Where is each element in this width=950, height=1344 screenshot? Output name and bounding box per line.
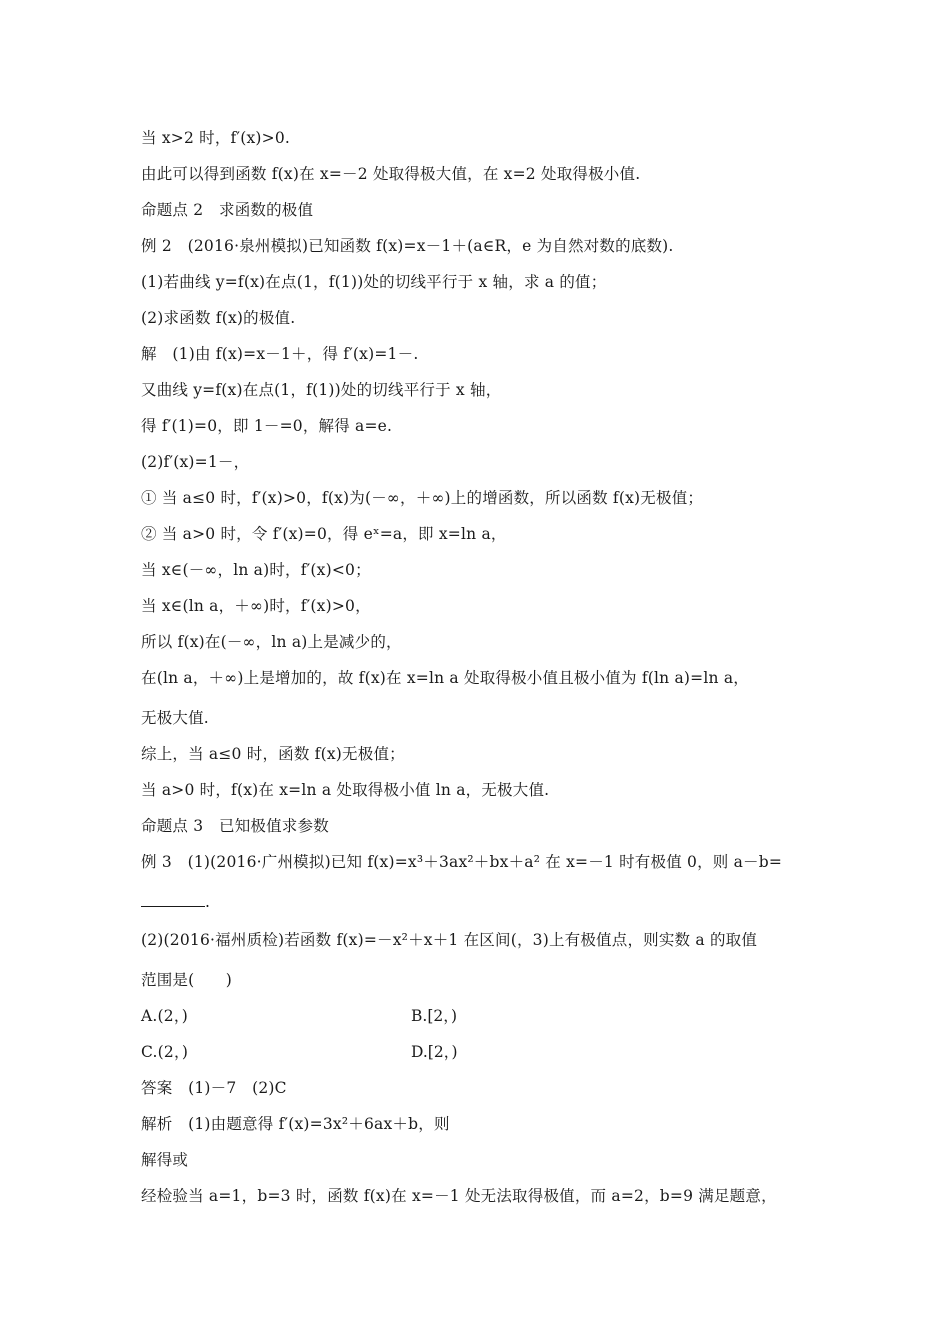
- answer-blank: [141, 892, 205, 907]
- text-line: 得 f′(1)=0，即 1－=0，解得 a=e.: [141, 417, 393, 435]
- text-line: 由此可以得到函数 f(x)在 x=－2 处取得极大值，在 x=2 处取得极小值.: [141, 165, 641, 183]
- option-a: A.(2，): [141, 1007, 189, 1025]
- analysis-line: 解析 (1)由题意得 f′(x)=3x²＋6ax＋b，则: [141, 1115, 450, 1133]
- text-line: 当 x>2 时，f′(x)>0.: [141, 129, 291, 147]
- text-line: 当 a>0 时，f(x)在 x=ln a 处取得极小值 ln a，无极大值.: [141, 781, 550, 799]
- text-line: 解得或: [141, 1151, 189, 1169]
- example-title: 例 3 (1)(2016·广州模拟)已知 f(x)=x³＋3ax²＋bx＋a² 在 x=－1 时有极值 0，则 a－b=: [141, 853, 783, 871]
- option-b: B.[2，): [411, 1007, 458, 1025]
- text-line: 当 x∈(－∞，ln a)时，f′(x)<0；: [141, 561, 371, 579]
- text-line: 当 x∈(ln a，＋∞)时，f′(x)>0，: [141, 597, 371, 615]
- text-line: (2)(2016·福州质检)若函数 f(x)=－x²＋x＋1 在区间(，3)上有极值点，则实数 a 的取值: [141, 931, 758, 949]
- text-line: (2)求函数 f(x)的极值.: [141, 309, 296, 327]
- solution-line: 解 (1)由 f(x)=x－1＋，得 f′(x)=1－.: [141, 345, 419, 363]
- text-line: 在(ln a，＋∞)上是增加的，故 f(x)在 x=ln a 处取得极小值且极小值为 f(ln a)=ln a，: [141, 669, 749, 687]
- blank-period: .: [205, 893, 211, 911]
- text-line: (1)若曲线 y=f(x)在点(1，f(1))处的切线平行于 x 轴，求 a 的值；: [141, 273, 607, 291]
- text-line: 又曲线 y=f(x)在点(1，f(1))处的切线平行于 x 轴，: [141, 381, 502, 399]
- section-heading: 命题点 2 求函数的极值: [141, 201, 314, 219]
- text-line: 范围是( ): [141, 971, 232, 989]
- option-c: C.(2，): [141, 1043, 189, 1061]
- section-heading: 命题点 3 已知极值求参数: [141, 817, 329, 835]
- text-line: 无极大值.: [141, 709, 209, 727]
- option-d: D.[2，): [411, 1043, 458, 1061]
- text-line: 所以 f(x)在(－∞，ln a)上是减少的，: [141, 633, 402, 651]
- example-title: 例 2 (2016·泉州模拟)已知函数 f(x)=x－1＋(a∈R，e 为自然对数的底数).: [141, 237, 674, 255]
- answer-blank-line: [141, 892, 210, 912]
- text-line: ② 当 a>0 时，令 f′(x)=0，得 eˣ=a，即 x=ln a，: [141, 525, 507, 543]
- answer-line: 答案 (1)－7 (2)C: [141, 1079, 287, 1097]
- text-line: ① 当 a≤0 时，f′(x)>0，f(x)为(－∞，＋∞)上的增函数，所以函数 f(x)无极值；: [141, 489, 704, 507]
- text-line: 经检验当 a=1，b=3 时，函数 f(x)在 x=－1 处无法取得极值，而 a=2，b=9 满足题意，: [141, 1187, 777, 1205]
- text-line: 综上，当 a≤0 时，函数 f(x)无极值；: [141, 745, 405, 763]
- text-line: (2)f′(x)=1－，: [141, 453, 250, 471]
